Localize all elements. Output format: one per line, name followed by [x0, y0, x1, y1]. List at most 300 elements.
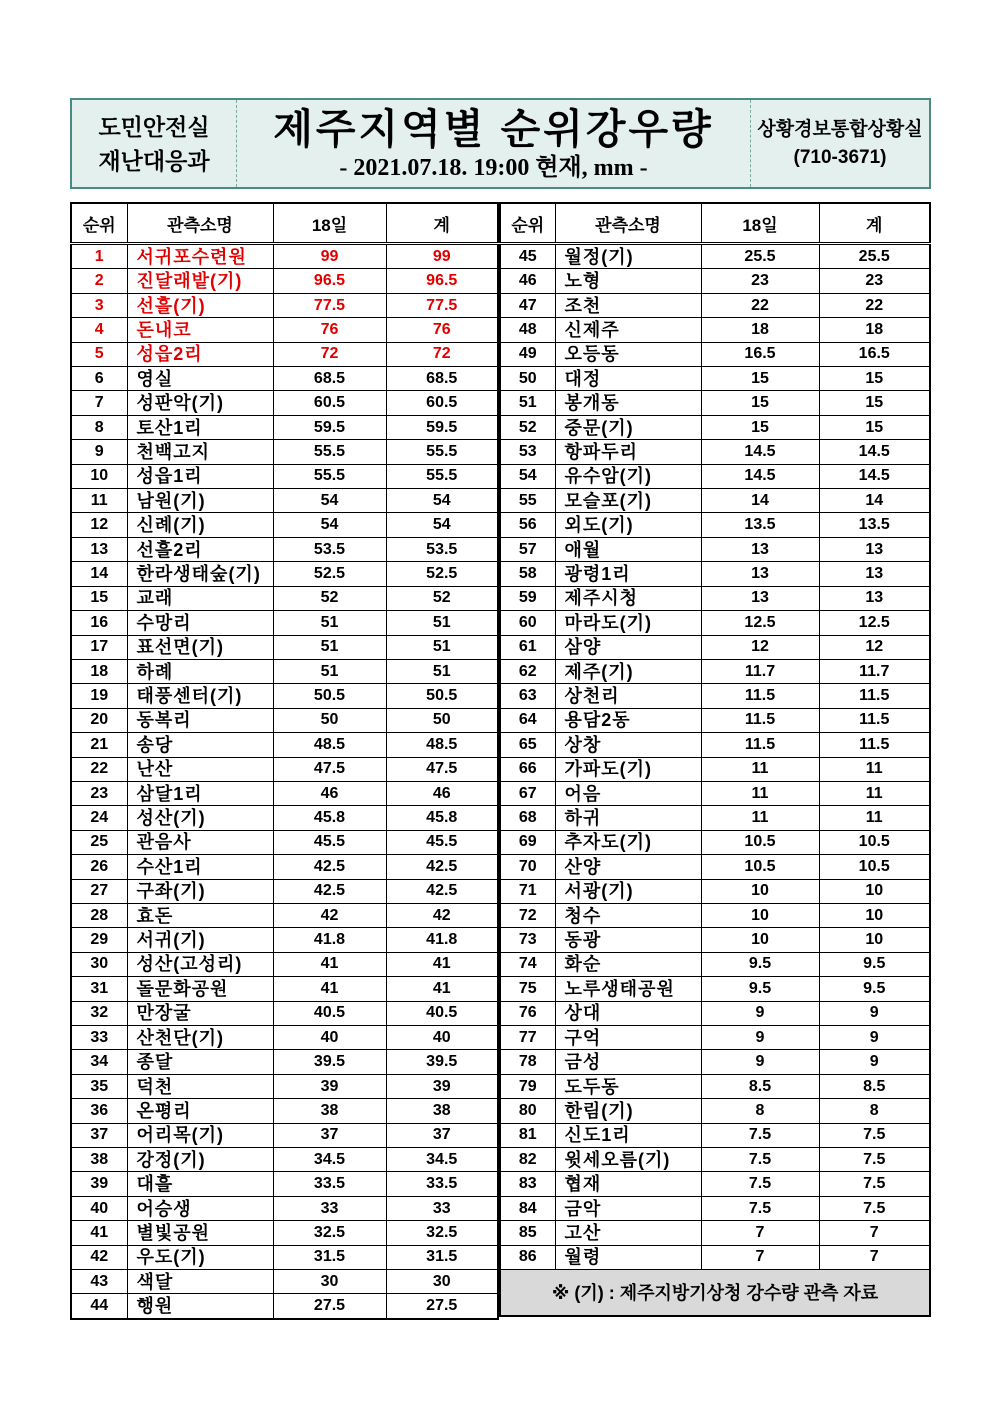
rank-cell: 73: [500, 928, 555, 952]
total-rainfall-cell: 39.5: [386, 1050, 498, 1074]
total-rainfall-cell: 51: [386, 611, 498, 635]
table-row: [71, 1099, 498, 1123]
day-rainfall-cell: 51: [273, 611, 386, 635]
rainfall-table-right-body: [500, 244, 930, 1270]
station-name-cell: 송당: [127, 733, 273, 757]
day-rainfall-cell: 9.5: [701, 952, 819, 976]
rank-cell: 35: [71, 1074, 127, 1098]
station-name-cell: 수산1리: [127, 855, 273, 879]
station-name-cell: 산양: [555, 855, 701, 879]
rank-cell: 43: [71, 1270, 127, 1294]
rank-cell: 16: [71, 611, 127, 635]
total-rainfall-cell: 77.5: [386, 293, 498, 317]
total-rainfall-cell: 9.5: [819, 977, 930, 1001]
day-rainfall-cell: 11: [701, 781, 819, 805]
rank-cell: 62: [500, 659, 555, 683]
day-rainfall-cell: 12.5: [701, 611, 819, 635]
rank-cell: 60: [500, 611, 555, 635]
rainfall-table-left-body: [71, 244, 498, 1319]
rank-cell: 15: [71, 586, 127, 610]
station-name-cell: 선흘(기): [127, 293, 273, 317]
table-row: [71, 855, 498, 879]
station-name-cell: 용담2동: [555, 708, 701, 732]
total-rainfall-cell: 22: [819, 293, 930, 317]
report-timestamp: - 2021.07.18. 19:00 현재, mm -: [339, 154, 648, 181]
total-rainfall-cell: 18: [819, 318, 930, 342]
table-row: [71, 1221, 498, 1245]
total-rainfall-cell: 68.5: [386, 367, 498, 391]
station-name-cell: 신례(기): [127, 513, 273, 537]
table-row: [500, 879, 930, 903]
total-rainfall-cell: 25.5: [819, 244, 930, 269]
day-rainfall-cell: 7.5: [701, 1123, 819, 1147]
day-rainfall-cell: 50.5: [273, 684, 386, 708]
station-name-cell: 월령: [555, 1245, 701, 1269]
day-rainfall-cell: 48.5: [273, 733, 386, 757]
rank-cell: 12: [71, 513, 127, 537]
day-rainfall-cell: 14: [701, 489, 819, 513]
station-name-cell: 상창: [555, 733, 701, 757]
rank-cell: 29: [71, 928, 127, 952]
day-rainfall-cell: 8: [701, 1099, 819, 1123]
table-row: [71, 489, 498, 513]
rank-cell: 49: [500, 342, 555, 366]
total-rainfall-cell: 42.5: [386, 879, 498, 903]
total-rainfall-cell: 12: [819, 635, 930, 659]
footnote-row: [500, 1270, 930, 1317]
total-rainfall-cell: 10.5: [819, 855, 930, 879]
station-name-cell: 신제주: [555, 318, 701, 342]
table-header-row: [71, 203, 498, 244]
rank-cell: 26: [71, 855, 127, 879]
station-name-cell: 성산(기): [127, 806, 273, 830]
total-rainfall-cell: 16.5: [819, 342, 930, 366]
day-rainfall-cell: 37: [273, 1123, 386, 1147]
station-name-cell: 별빛공원: [127, 1221, 273, 1245]
station-name-cell: 금성: [555, 1050, 701, 1074]
total-rainfall-cell: 76: [386, 318, 498, 342]
station-name-cell: 어리목(기): [127, 1123, 273, 1147]
table-row: [71, 415, 498, 439]
table-row: [71, 1294, 498, 1319]
table-row: [71, 611, 498, 635]
station-name-cell: 만장굴: [127, 1001, 273, 1025]
rank-cell: 75: [500, 977, 555, 1001]
rank-cell: 21: [71, 733, 127, 757]
station-name-cell: 수망리: [127, 611, 273, 635]
table-row: [71, 293, 498, 317]
day-rainfall-cell: 14.5: [701, 464, 819, 488]
table-row: [71, 879, 498, 903]
rank-cell: 83: [500, 1172, 555, 1196]
table-row: [71, 1123, 498, 1147]
day-rainfall-cell: 38: [273, 1099, 386, 1123]
station-name-cell: 월정(기): [555, 244, 701, 269]
table-row: [500, 1099, 930, 1123]
day-rainfall-cell: 52: [273, 586, 386, 610]
total-rainfall-cell: 9: [819, 1050, 930, 1074]
total-rainfall-cell: 37: [386, 1123, 498, 1147]
station-name-cell: 서광(기): [555, 879, 701, 903]
total-rainfall-cell: 7.5: [819, 1172, 930, 1196]
station-name-cell: 대흘: [127, 1172, 273, 1196]
rank-cell: 20: [71, 708, 127, 732]
rank-cell: 51: [500, 391, 555, 415]
day-rainfall-cell: 55.5: [273, 464, 386, 488]
total-rainfall-cell: 38: [386, 1099, 498, 1123]
rank-cell: 33: [71, 1026, 127, 1050]
day-rainfall-cell: 8.5: [701, 1074, 819, 1098]
table-row: [500, 440, 930, 464]
table-row: [71, 757, 498, 781]
total-rainfall-cell: 41.8: [386, 928, 498, 952]
station-name-cell: 교래: [127, 586, 273, 610]
table-row: [71, 1001, 498, 1025]
total-rainfall-cell: 7: [819, 1221, 930, 1245]
day-rainfall-cell: 41: [273, 977, 386, 1001]
station-name-cell: 하귀: [555, 806, 701, 830]
table-row: [500, 1245, 930, 1269]
day-rainfall-cell: 72: [273, 342, 386, 366]
station-name-cell: 동광: [555, 928, 701, 952]
station-name-cell: 종달: [127, 1050, 273, 1074]
station-name-cell: 상천리: [555, 684, 701, 708]
day-rainfall-cell: 51: [273, 635, 386, 659]
station-name-cell: 서귀포수련원: [127, 244, 273, 269]
rank-cell: 6: [71, 367, 127, 391]
table-row: [500, 1172, 930, 1196]
rank-cell: 31: [71, 977, 127, 1001]
station-name-cell: 표선면(기): [127, 635, 273, 659]
total-rainfall-cell: 51: [386, 635, 498, 659]
rank-cell: 80: [500, 1099, 555, 1123]
station-name-cell: 대정: [555, 367, 701, 391]
rainfall-table-right: [499, 202, 931, 1317]
station-name-cell: 난산: [127, 757, 273, 781]
total-rainfall-cell: 39: [386, 1074, 498, 1098]
total-rainfall-cell: 52: [386, 586, 498, 610]
table-row: [500, 537, 930, 561]
total-rainfall-cell: 96.5: [386, 269, 498, 293]
table-row: [71, 708, 498, 732]
rank-cell: 24: [71, 806, 127, 830]
day-rainfall-cell: 15: [701, 367, 819, 391]
day-rainfall-cell: 10: [701, 879, 819, 903]
day-rainfall-cell: 54: [273, 489, 386, 513]
day-rainfall-cell: 9: [701, 1050, 819, 1074]
day-rainfall-cell: 7: [701, 1221, 819, 1245]
rank-cell: 41: [71, 1221, 127, 1245]
footnote: ※ (기) : 제주지방기상청 강수량 관측 자료: [500, 1270, 930, 1317]
total-rainfall-cell: 42.5: [386, 855, 498, 879]
rank-cell: 23: [71, 781, 127, 805]
table-row: [71, 1026, 498, 1050]
rank-cell: 8: [71, 415, 127, 439]
day-rainfall-cell: 11: [701, 806, 819, 830]
table-row: [71, 733, 498, 757]
total-rainfall-cell: 11.5: [819, 733, 930, 757]
station-name-cell: 돈내코: [127, 318, 273, 342]
rank-cell: 69: [500, 830, 555, 854]
table-row: [500, 1050, 930, 1074]
station-name-cell: 오등동: [555, 342, 701, 366]
day-rainfall-cell: 55.5: [273, 440, 386, 464]
day-rainfall-cell: 40: [273, 1026, 386, 1050]
station-name-cell: 중문(기): [555, 415, 701, 439]
day-rainfall-cell: 7.5: [701, 1172, 819, 1196]
station-name-cell: 행원: [127, 1294, 273, 1319]
table-row: [71, 513, 498, 537]
station-name-cell: 색달: [127, 1270, 273, 1294]
office-name: 상황경보통합상황실: [757, 118, 923, 140]
total-rainfall-cell: 45.5: [386, 830, 498, 854]
table-row: [71, 562, 498, 586]
table-row: [500, 489, 930, 513]
day-rainfall-cell: 10: [701, 903, 819, 927]
table-row: [500, 952, 930, 976]
total-rainfall-cell: 13: [819, 562, 930, 586]
station-name-cell: 제주(기): [555, 659, 701, 683]
day-rainfall-cell: 31.5: [273, 1245, 386, 1269]
station-name-cell: 조천: [555, 293, 701, 317]
table-row: [71, 952, 498, 976]
total-rainfall-cell: 7.5: [819, 1148, 930, 1172]
day-rainfall-cell: 10.5: [701, 855, 819, 879]
station-name-cell: 상대: [555, 1001, 701, 1025]
rank-cell: 61: [500, 635, 555, 659]
table-row: [500, 708, 930, 732]
total-rainfall-cell: 42: [386, 903, 498, 927]
table-row: [71, 1196, 498, 1220]
total-rainfall-cell: 54: [386, 513, 498, 537]
day-rainfall-cell: 47.5: [273, 757, 386, 781]
rank-cell: 5: [71, 342, 127, 366]
total-rainfall-cell: 15: [819, 415, 930, 439]
column-header-rank: 순위: [71, 203, 127, 244]
day-rainfall-cell: 32.5: [273, 1221, 386, 1245]
report-header: [70, 98, 931, 189]
day-rainfall-cell: 46: [273, 781, 386, 805]
station-name-cell: 화순: [555, 952, 701, 976]
total-rainfall-cell: 7.5: [819, 1123, 930, 1147]
total-rainfall-cell: 10: [819, 903, 930, 927]
day-rainfall-cell: 11.7: [701, 659, 819, 683]
rank-cell: 3: [71, 293, 127, 317]
station-name-cell: 마라도(기): [555, 611, 701, 635]
day-rainfall-cell: 7.5: [701, 1148, 819, 1172]
page-title: 제주지역별 순위강우량: [273, 105, 714, 152]
column-header-station: 관측소명: [127, 203, 273, 244]
day-rainfall-cell: 13: [701, 562, 819, 586]
table-row: [500, 635, 930, 659]
rank-cell: 17: [71, 635, 127, 659]
rank-cell: 77: [500, 1026, 555, 1050]
rainfall-table-left: [70, 202, 499, 1320]
table-row: [500, 1123, 930, 1147]
day-rainfall-cell: 59.5: [273, 415, 386, 439]
rank-cell: 19: [71, 684, 127, 708]
station-name-cell: 모슬포(기): [555, 489, 701, 513]
station-name-cell: 신도1리: [555, 1123, 701, 1147]
total-rainfall-cell: 52.5: [386, 562, 498, 586]
station-name-cell: 도두동: [555, 1074, 701, 1098]
rank-cell: 9: [71, 440, 127, 464]
total-rainfall-cell: 11: [819, 806, 930, 830]
rank-cell: 72: [500, 903, 555, 927]
table-row: [500, 1001, 930, 1025]
column-header-total: 계: [386, 203, 498, 244]
total-rainfall-cell: 51: [386, 659, 498, 683]
table-row: [71, 806, 498, 830]
table-row: [500, 513, 930, 537]
column-header-day: 18일: [701, 203, 819, 244]
day-rainfall-cell: 77.5: [273, 293, 386, 317]
total-rainfall-cell: 8.5: [819, 1074, 930, 1098]
rank-cell: 22: [71, 757, 127, 781]
table-row: [500, 659, 930, 683]
station-name-cell: 동복리: [127, 708, 273, 732]
rank-cell: 58: [500, 562, 555, 586]
station-name-cell: 성읍2리: [127, 342, 273, 366]
table-header-row: [500, 203, 930, 244]
column-header-rank: 순위: [500, 203, 555, 244]
table-row: [71, 781, 498, 805]
rank-cell: 4: [71, 318, 127, 342]
table-row: [500, 415, 930, 439]
total-rainfall-cell: 47.5: [386, 757, 498, 781]
station-name-cell: 산천단(기): [127, 1026, 273, 1050]
total-rainfall-cell: 11: [819, 781, 930, 805]
rank-cell: 1: [71, 244, 127, 269]
table-row: [500, 977, 930, 1001]
rank-cell: 39: [71, 1172, 127, 1196]
total-rainfall-cell: 32.5: [386, 1221, 498, 1245]
department-box: [72, 100, 237, 187]
station-name-cell: 제주시청: [555, 586, 701, 610]
day-rainfall-cell: 42.5: [273, 855, 386, 879]
table-row: [71, 464, 498, 488]
rank-cell: 85: [500, 1221, 555, 1245]
day-rainfall-cell: 53.5: [273, 537, 386, 561]
total-rainfall-cell: 72: [386, 342, 498, 366]
table-row: [71, 659, 498, 683]
station-name-cell: 효돈: [127, 903, 273, 927]
rank-cell: 28: [71, 903, 127, 927]
table-row: [71, 1050, 498, 1074]
total-rainfall-cell: 7: [819, 1245, 930, 1269]
total-rainfall-cell: 14: [819, 489, 930, 513]
total-rainfall-cell: 41: [386, 977, 498, 1001]
rank-cell: 53: [500, 440, 555, 464]
rank-cell: 52: [500, 415, 555, 439]
day-rainfall-cell: 18: [701, 318, 819, 342]
day-rainfall-cell: 9: [701, 1001, 819, 1025]
day-rainfall-cell: 13: [701, 586, 819, 610]
total-rainfall-cell: 55.5: [386, 440, 498, 464]
station-name-cell: 협재: [555, 1172, 701, 1196]
day-rainfall-cell: 33: [273, 1196, 386, 1220]
rank-cell: 7: [71, 391, 127, 415]
rank-cell: 78: [500, 1050, 555, 1074]
day-rainfall-cell: 23: [701, 269, 819, 293]
station-name-cell: 성산(고성리): [127, 952, 273, 976]
day-rainfall-cell: 68.5: [273, 367, 386, 391]
table-row: [500, 1074, 930, 1098]
total-rainfall-cell: 50.5: [386, 684, 498, 708]
total-rainfall-cell: 46: [386, 781, 498, 805]
rank-cell: 65: [500, 733, 555, 757]
station-name-cell: 구좌(기): [127, 879, 273, 903]
rank-cell: 68: [500, 806, 555, 830]
total-rainfall-cell: 54: [386, 489, 498, 513]
total-rainfall-cell: 13.5: [819, 513, 930, 537]
table-row: [500, 391, 930, 415]
total-rainfall-cell: 9: [819, 1001, 930, 1025]
table-row: [71, 1245, 498, 1269]
total-rainfall-cell: 53.5: [386, 537, 498, 561]
total-rainfall-cell: 11.5: [819, 708, 930, 732]
station-name-cell: 남원(기): [127, 489, 273, 513]
total-rainfall-cell: 11.7: [819, 659, 930, 683]
rank-cell: 79: [500, 1074, 555, 1098]
total-rainfall-cell: 34.5: [386, 1148, 498, 1172]
day-rainfall-cell: 11.5: [701, 684, 819, 708]
table-row: [71, 977, 498, 1001]
total-rainfall-cell: 30: [386, 1270, 498, 1294]
day-rainfall-cell: 54: [273, 513, 386, 537]
day-rainfall-cell: 42.5: [273, 879, 386, 903]
office-phone: (710-3671): [793, 146, 887, 168]
day-rainfall-cell: 9: [701, 1026, 819, 1050]
column-header-station: 관측소명: [555, 203, 701, 244]
rank-cell: 40: [71, 1196, 127, 1220]
total-rainfall-cell: 33.5: [386, 1172, 498, 1196]
column-header-total: 계: [819, 203, 930, 244]
station-name-cell: 온평리: [127, 1099, 273, 1123]
office-box: [751, 100, 929, 187]
station-name-cell: 삼양: [555, 635, 701, 659]
total-rainfall-cell: 48.5: [386, 733, 498, 757]
table-row: [71, 367, 498, 391]
station-name-cell: 청수: [555, 903, 701, 927]
table-row: [500, 318, 930, 342]
total-rainfall-cell: 7.5: [819, 1196, 930, 1220]
day-rainfall-cell: 60.5: [273, 391, 386, 415]
rank-cell: 42: [71, 1245, 127, 1269]
table-row: [71, 318, 498, 342]
day-rainfall-cell: 11.5: [701, 708, 819, 732]
rank-cell: 14: [71, 562, 127, 586]
station-name-cell: 광령1리: [555, 562, 701, 586]
day-rainfall-cell: 16.5: [701, 342, 819, 366]
day-rainfall-cell: 22: [701, 293, 819, 317]
day-rainfall-cell: 13: [701, 537, 819, 561]
rank-cell: 48: [500, 318, 555, 342]
table-row: [71, 537, 498, 561]
day-rainfall-cell: 33.5: [273, 1172, 386, 1196]
table-row: [71, 635, 498, 659]
total-rainfall-cell: 13: [819, 537, 930, 561]
rank-cell: 37: [71, 1123, 127, 1147]
rank-cell: 47: [500, 293, 555, 317]
station-name-cell: 윗세오름(기): [555, 1148, 701, 1172]
rank-cell: 27: [71, 879, 127, 903]
table-row: [500, 464, 930, 488]
rank-cell: 66: [500, 757, 555, 781]
table-row: [71, 1172, 498, 1196]
day-rainfall-cell: 9.5: [701, 977, 819, 1001]
total-rainfall-cell: 55.5: [386, 464, 498, 488]
